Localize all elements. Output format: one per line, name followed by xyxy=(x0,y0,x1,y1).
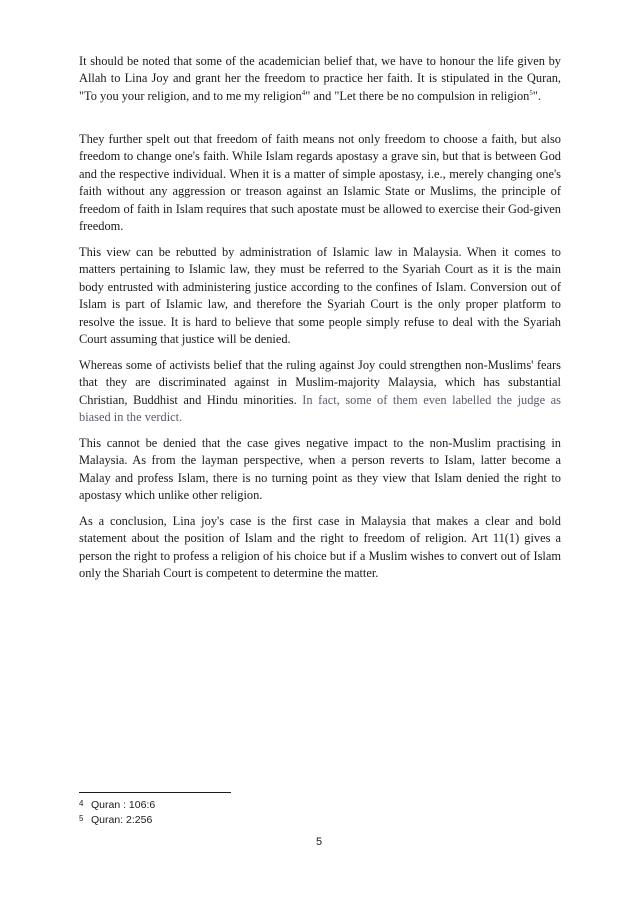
paragraph-6-text: As a conclusion, Lina joy's case is the first case in Malaysia that makes a clear and bold statement about the position of Islam and the right to freedom of religion. Art 11(1) gives a person the right to profess a religion of his choice but if a Muslim wishes to convert out of Islam only the Shariah Court is competent to determine the matter. xyxy=(79,514,561,581)
paragraph-1 xyxy=(79,53,561,105)
footnote-4 xyxy=(79,797,155,812)
footnote-5-text: Quran: 2:256 xyxy=(91,814,153,826)
page-number: 5 xyxy=(315,836,323,848)
footnote-ref-5: 5 xyxy=(529,88,533,97)
paragraph-1-text-b: " and "Let there be no compulsion in religion xyxy=(305,88,530,103)
footnote-4-text: Quran : 106:6 xyxy=(91,799,156,811)
paragraph-1-text-a: It should be noted that some of the academician belief that, we have to honour the life given by Allah to Lina Joy and grant her the freedom to practice her faith. It is stipulated in the Quran, "To you your religion, and to me my religion xyxy=(79,54,561,103)
footnote-5-number: 5 xyxy=(79,814,84,823)
footnote-divider xyxy=(79,792,231,793)
paragraph-4-muted-text: In fact, some of them even labelled the judge as biased in the verdict. xyxy=(79,392,561,425)
paragraph-4-text: Whereas some of activists belief that the ruling against Joy could strengthen non-Muslims' fears that they are discriminated against in Muslim-majority Malaysia, which has substantial Christian, Buddhist and Hindu minorities. xyxy=(79,358,561,407)
paragraph-4 xyxy=(79,357,561,427)
paragraph-2-text: They further spelt out that freedom of faith means not only freedom to choose a faith, but also freedom to change one's faith. While Islam regards apostasy a grave sin, but that is between God and the respective individual. When it is a matter of simple apostasy, i.e., merely changing one's faith without any aggression or treason against an Islamic State or Muslims, the principle of freedom of faith in Islam requires that such apostate must be allowed to exercise their God-given freedom. xyxy=(79,132,561,234)
paragraph-1-text-c: ". xyxy=(532,88,542,103)
paragraph-3-text: This view can be rebutted by administration of Islamic law in Malaysia. When it comes to matters pertaining to Islamic law, they must be referred to the Syariah Court as it is the main body entrusted with administering justice according to the confines of Islam. Conversion out of Islam is part of Islamic law, and therefore the Syariah Court is the only proper platform to resolve the issue. It is hard to believe that some people simply refuse to deal with the Syariah Court assuming that justice will be denied. xyxy=(79,245,561,347)
footnote-ref-4: 4 xyxy=(301,88,306,97)
footnote-4-number: 4 xyxy=(79,799,84,808)
paragraph-5 xyxy=(79,435,561,505)
paragraph-5-text: This cannot be denied that the case gives negative impact to the non-Muslim practising in Malaysia. As from the layman perspective, when a person reverts to Islam, latter become a Malay and profess Islam, there is no turning point as they view that Islam denied the right to apostasy which unlike other religion. xyxy=(79,436,561,503)
paragraph-2 xyxy=(79,131,561,235)
paragraph-3 xyxy=(79,244,561,348)
footnote-5 xyxy=(79,812,152,827)
paragraph-6 xyxy=(79,513,561,583)
